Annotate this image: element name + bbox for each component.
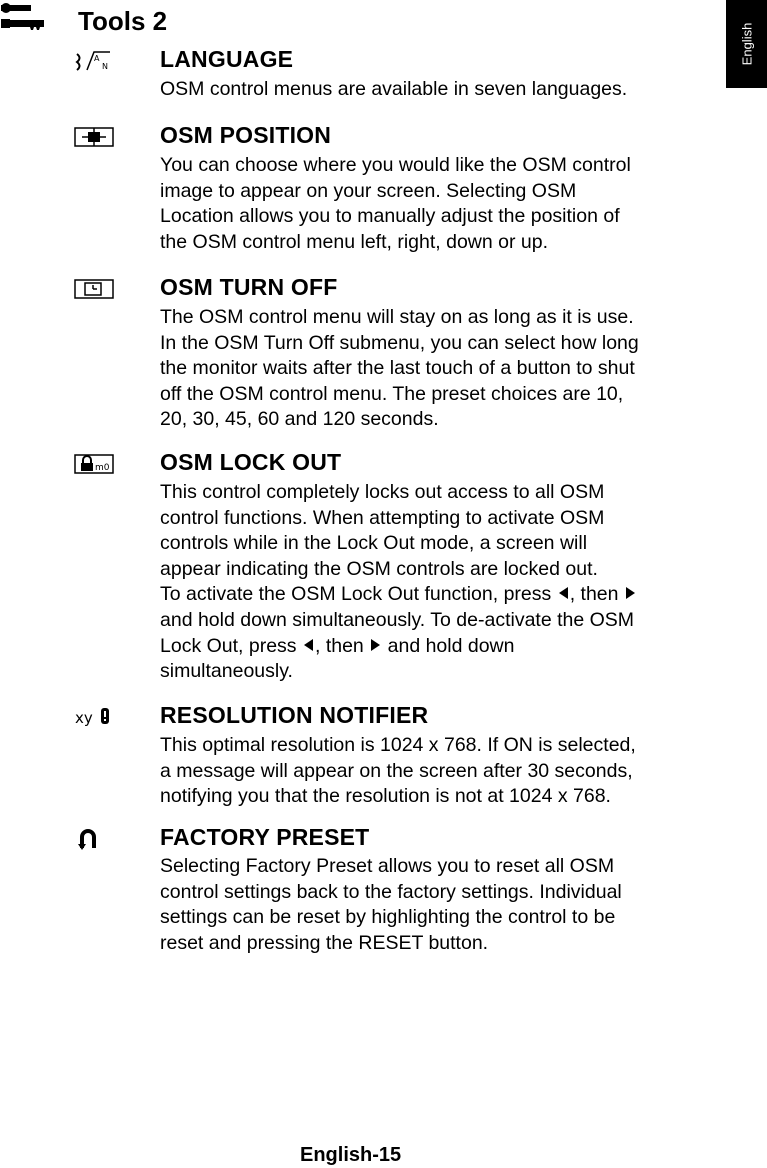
- resolution-notifier-body: This optimal resolution is 1024 x 768. If ON is selected, a message will appear on the screen after 30 seconds, notifying you that the resolution is not at 1024 x 768.: [160, 734, 636, 808]
- svg-text:m0: m0: [95, 463, 110, 473]
- osm-position-body: You can choose where you would like the OSM control image to appear on your screen. Selecting OSM Location allows you to manually adjust the position of the OSM control menu left, right, down or up.: [160, 154, 631, 253]
- right-arrow-icon: [626, 587, 635, 599]
- svg-text:A: A: [94, 54, 100, 63]
- language-tab: [726, 0, 767, 88]
- left-arrow-icon: [304, 639, 313, 651]
- factory-preset-body: Selecting Factory Preset allows you to reset all OSM control settings back to the factory settings. Individual settings can be reset by highlighting the control to be reset and pressing the RESET button.: [160, 855, 622, 954]
- factory-preset-heading: FACTORY PRESET: [160, 824, 370, 850]
- right-arrow-icon: [371, 639, 380, 651]
- resolution-notifier-icon: [74, 706, 114, 728]
- left-arrow-icon: [559, 587, 568, 599]
- language-heading: LANGUAGE: [160, 46, 294, 72]
- svg-text:N: N: [102, 62, 108, 71]
- osm-position-icon: [74, 126, 114, 148]
- factory-preset-icon: [74, 828, 114, 850]
- language-body: OSM control menus are available in seven languages.: [160, 78, 628, 100]
- osm-turn-off-icon: [74, 278, 114, 300]
- resolution-notifier-heading: RESOLUTION NOTIFIER: [160, 702, 429, 728]
- svg-text:xy: xy: [75, 709, 93, 727]
- osm-lock-out-body: This control completely locks out access to all OSM control functions. When attempting to activate OSM controls while in the Lock Out mode, a screen will appear indicating the OSM controls are locked out. To activate the OSM Lock Out function, press , then and hold down simultaneously. To de-activate the OSM Lock Out, press , then and hold down simultaneously.: [160, 481, 635, 683]
- page-title: Tools 2: [78, 6, 168, 36]
- osm-turn-off-body: The OSM control menu will stay on as long as it is use. In the OSM Turn Off submenu, you can select how long the monitor waits after the last touch of a button to shut off the OSM control menu. The preset choices are 10, 20, 30, 45, 60 and 120 seconds.: [160, 306, 639, 431]
- osm-lock-out-heading: OSM LOCK OUT: [160, 449, 342, 475]
- language-tab-label: English: [739, 22, 754, 66]
- page-footer: English-15: [300, 1144, 402, 1166]
- lock-out-icon: [74, 453, 114, 475]
- language-icon: [74, 50, 114, 72]
- osm-position-heading: OSM POSITION: [160, 122, 332, 148]
- tools-icon: [0, 2, 44, 36]
- osm-turn-off-heading: OSM TURN OFF: [160, 274, 338, 300]
